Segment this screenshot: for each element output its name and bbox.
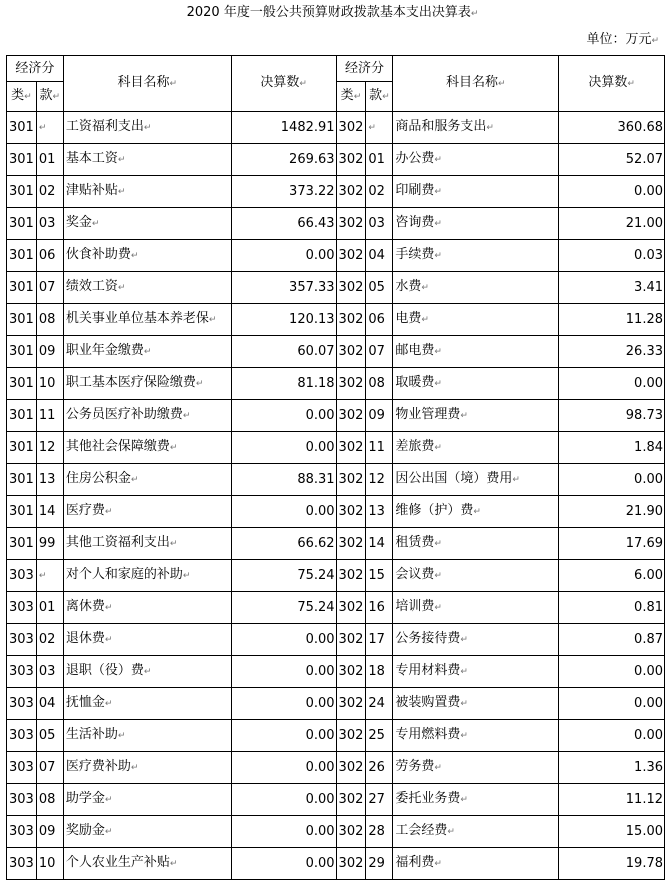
item-name-cell: 退休费↵	[63, 624, 231, 656]
amount-cell: 0.00	[231, 496, 336, 528]
amount-cell: 0.00	[231, 752, 336, 784]
item-name-cell: 抚恤金↵	[63, 688, 231, 720]
paragraph-mark-icon: ↵	[143, 347, 152, 357]
amount-cell: 66.62	[231, 528, 336, 560]
item-name-cell: 机关事业单位基本养老保↵	[63, 304, 231, 336]
amount-cell: 360.68	[559, 112, 665, 144]
kuan-cell: 14	[366, 528, 393, 560]
item-name-cell: 医疗费补助↵	[63, 752, 231, 784]
paragraph-mark-icon: ↵	[169, 539, 178, 549]
lei-cell: 303	[7, 848, 37, 880]
item-name-cell: 工会经费↵	[393, 816, 559, 848]
item-name-cell: 委托业务费↵	[393, 784, 559, 816]
paragraph-mark-icon: ↵	[460, 699, 468, 709]
item-name-cell: 个人农业生产补贴↵	[63, 848, 231, 880]
lei-cell: 303	[7, 816, 37, 848]
amount-cell: 0.00	[559, 720, 665, 752]
paragraph-mark-icon: ↵	[470, 9, 479, 19]
lei-cell: 301	[7, 272, 37, 304]
kuan-cell: 10	[36, 848, 63, 880]
table-row	[7, 336, 665, 368]
amount-cell: 0.00	[231, 432, 336, 464]
table-row	[7, 304, 665, 336]
table-row	[7, 752, 665, 784]
kuan-cell: 25	[366, 720, 393, 752]
kuan-cell: 07	[36, 752, 63, 784]
paragraph-mark-icon: ↵	[195, 379, 204, 389]
paragraph-mark-icon: ↵	[91, 219, 100, 229]
paragraph-mark-icon: ↵	[182, 571, 191, 581]
item-name-cell: 物业管理费↵	[393, 400, 559, 432]
paragraph-mark-icon: ↵	[421, 283, 429, 293]
item-name-cell: 培训费↵	[393, 592, 559, 624]
item-name-cell: 津贴补贴↵	[63, 176, 231, 208]
paragraph-mark-icon: ↵	[434, 859, 442, 869]
kuan-cell: 04	[366, 240, 393, 272]
kuan-cell: 02	[36, 624, 63, 656]
lei-cell: 302	[336, 720, 366, 752]
amount-cell: 0.00	[231, 688, 336, 720]
kuan-cell: 14	[36, 496, 63, 528]
amount-cell: 1.36	[559, 752, 665, 784]
paragraph-mark-icon: ↵	[434, 539, 442, 549]
lei-cell: 301	[7, 496, 37, 528]
paragraph-mark-icon: ↵	[130, 475, 139, 485]
kuan-cell: 18	[366, 656, 393, 688]
kuan-cell: 01	[366, 144, 393, 176]
amount-cell: 0.00	[231, 400, 336, 432]
item-name-header: 科目名称↵	[63, 56, 231, 112]
table-row	[7, 496, 665, 528]
item-name-cell: 公务员医疗补助缴费↵	[63, 400, 231, 432]
item-name-cell: 基本工资↵	[63, 144, 231, 176]
kuan-header: 款↵	[36, 82, 63, 112]
paragraph-mark-icon: ↵	[460, 635, 468, 645]
item-name-cell: 租赁费↵	[393, 528, 559, 560]
item-name-cell: 职工基本医疗保险缴费↵	[63, 368, 231, 400]
kuan-cell: 02	[366, 176, 393, 208]
table-row	[7, 784, 665, 816]
amount-cell: 19.78	[559, 848, 665, 880]
amount-cell: 0.00	[231, 656, 336, 688]
lei-cell: 303	[7, 688, 37, 720]
amount-cell: 52.07	[559, 144, 665, 176]
item-name-cell: 维修（护）费↵	[393, 496, 559, 528]
table-row	[7, 240, 665, 272]
table-row	[7, 176, 665, 208]
lei-cell: 303	[7, 784, 37, 816]
paragraph-mark-icon: ↵	[434, 603, 442, 613]
amount-cell: 21.90	[559, 496, 665, 528]
table-row	[7, 624, 665, 656]
item-name-cell: 印刷费↵	[393, 176, 559, 208]
item-name-cell: 专用材料费↵	[393, 656, 559, 688]
table-row	[7, 400, 665, 432]
item-name-cell: 商品和服务支出↵	[393, 112, 559, 144]
amount-cell: 17.69	[559, 528, 665, 560]
kuan-cell: 06	[36, 240, 63, 272]
paragraph-mark-icon: ↵	[104, 827, 113, 837]
lei-cell: 302	[336, 592, 366, 624]
kuan-cell: 11	[366, 432, 393, 464]
amount-header: 决算数↵	[559, 56, 665, 112]
item-name-cell: 离休费↵	[63, 592, 231, 624]
item-name-cell: 生活补助↵	[63, 720, 231, 752]
amount-cell: 1.84	[559, 432, 665, 464]
item-name-cell: 邮电费↵	[393, 336, 559, 368]
kuan-cell: 15	[366, 560, 393, 592]
lei-cell: 302	[336, 432, 366, 464]
amount-cell: 81.18	[231, 368, 336, 400]
item-name-cell: 工资福利支出↵	[63, 112, 231, 144]
amount-cell: 60.07	[231, 336, 336, 368]
lei-cell: 303	[7, 720, 37, 752]
table-row	[7, 720, 665, 752]
paragraph-mark-icon: ↵	[104, 603, 113, 613]
lei-cell: 301	[7, 304, 37, 336]
amount-cell: 0.00	[559, 464, 665, 496]
lei-cell: 301	[7, 464, 37, 496]
amount-cell: 0.00	[559, 176, 665, 208]
item-name-cell: 其他工资福利支出↵	[63, 528, 231, 560]
kuan-cell: 26	[366, 752, 393, 784]
table-row	[7, 144, 665, 176]
amount-cell: 0.03	[559, 240, 665, 272]
kuan-cell: 27	[366, 784, 393, 816]
amount-cell: 11.12	[559, 784, 665, 816]
amount-cell: 98.73	[559, 400, 665, 432]
expenditure-table	[6, 55, 665, 880]
amount-cell: 0.00	[231, 848, 336, 880]
amount-cell: 1482.91	[231, 112, 336, 144]
item-name-cell: 伙食补助费↵	[63, 240, 231, 272]
kuan-cell: 05	[366, 272, 393, 304]
amount-cell: 0.00	[231, 240, 336, 272]
table-row	[7, 272, 665, 304]
paragraph-mark-icon: ↵	[434, 155, 442, 165]
header-row	[7, 56, 665, 82]
amount-cell: 0.00	[231, 624, 336, 656]
kuan-cell: 12	[366, 464, 393, 496]
lei-cell: 302	[336, 208, 366, 240]
amount-cell: 88.31	[231, 464, 336, 496]
paragraph-mark-icon: ↵	[104, 699, 113, 709]
kuan-cell: 09	[366, 400, 393, 432]
amount-cell: 269.63	[231, 144, 336, 176]
paragraph-mark-icon: ↵	[130, 251, 139, 261]
table-row	[7, 848, 665, 880]
lei-cell: 302	[336, 368, 366, 400]
paragraph-mark-icon: ↵	[434, 571, 442, 581]
amount-cell: 0.00	[559, 368, 665, 400]
amount-cell: 21.00	[559, 208, 665, 240]
kuan-cell: 01	[36, 592, 63, 624]
lei-cell: 303	[7, 656, 37, 688]
kuan-cell: 03	[36, 656, 63, 688]
paragraph-mark-icon: ↵	[447, 827, 455, 837]
kuan-cell	[366, 112, 393, 144]
paragraph-mark-icon: ↵	[434, 379, 442, 389]
lei-cell: 301	[7, 112, 37, 144]
amount-cell: 6.00	[559, 560, 665, 592]
lei-cell: 302	[336, 688, 366, 720]
lei-cell: 302	[336, 240, 366, 272]
lei-cell: 301	[7, 368, 37, 400]
kuan-cell: 13	[36, 464, 63, 496]
amount-cell: 15.00	[559, 816, 665, 848]
item-name-cell: 因公出国（境）费用↵	[393, 464, 559, 496]
kuan-cell: 03	[36, 208, 63, 240]
amount-cell: 0.00	[231, 720, 336, 752]
item-name-cell: 奖金↵	[63, 208, 231, 240]
kuan-cell	[36, 560, 63, 592]
table-row	[7, 560, 665, 592]
kuan-cell: 10	[36, 368, 63, 400]
kuan-header: 款↵	[366, 82, 393, 112]
item-name-cell: 其他社会保障缴费↵	[63, 432, 231, 464]
paragraph-mark-icon: ↵	[169, 443, 178, 453]
lei-cell: 302	[336, 112, 366, 144]
paragraph-mark-icon: ↵	[434, 187, 442, 197]
lei-cell: 301	[7, 400, 37, 432]
item-name-cell: 对个人和家庭的补助↵	[63, 560, 231, 592]
item-name-cell: 福利费↵	[393, 848, 559, 880]
table-row	[7, 688, 665, 720]
paragraph-mark-icon: ↵	[182, 411, 191, 421]
unit-label: 单位：万元↵	[586, 32, 659, 47]
kuan-cell: 99	[36, 528, 63, 560]
kuan-cell: 07	[366, 336, 393, 368]
lei-cell: 303	[7, 560, 37, 592]
table-row	[7, 464, 665, 496]
paragraph-mark-icon: ↵	[434, 347, 442, 357]
paragraph-mark-icon: ↵	[38, 123, 47, 133]
paragraph-mark-icon: ↵	[143, 123, 152, 133]
lei-header: 类↵	[7, 82, 37, 112]
kuan-cell: 08	[36, 784, 63, 816]
amount-cell: 0.87	[559, 624, 665, 656]
lei-cell: 301	[7, 528, 37, 560]
kuan-cell: 01	[36, 144, 63, 176]
item-name-cell: 咨询费↵	[393, 208, 559, 240]
item-name-cell: 绩效工资↵	[63, 272, 231, 304]
kuan-cell: 09	[36, 816, 63, 848]
amount-cell: 0.00	[231, 816, 336, 848]
item-name-cell: 劳务费↵	[393, 752, 559, 784]
table-row	[7, 528, 665, 560]
item-name-cell: 住房公积金↵	[63, 464, 231, 496]
item-name-cell: 公务接待费↵	[393, 624, 559, 656]
amount-cell: 11.28	[559, 304, 665, 336]
amount-cell: 75.24	[231, 560, 336, 592]
amount-cell: 120.13	[231, 304, 336, 336]
table-row	[7, 432, 665, 464]
lei-cell: 302	[336, 752, 366, 784]
paragraph-mark-icon: ↵	[434, 219, 442, 229]
paragraph-mark-icon: ↵	[169, 859, 178, 869]
paragraph-mark-icon: ↵	[512, 475, 520, 485]
page-title: 2020 年度一般公共预算财政拨款基本支出决算表↵	[186, 5, 479, 20]
kuan-cell	[36, 112, 63, 144]
paragraph-mark-icon: ↵	[460, 731, 468, 741]
lei-cell: 302	[336, 816, 366, 848]
kuan-cell: 28	[366, 816, 393, 848]
lei-cell: 302	[336, 464, 366, 496]
lei-cell: 302	[336, 144, 366, 176]
lei-cell: 302	[336, 656, 366, 688]
paragraph-mark-icon: ↵	[368, 123, 376, 133]
lei-cell: 302	[336, 496, 366, 528]
lei-cell: 301	[7, 336, 37, 368]
kuan-cell: 08	[36, 304, 63, 336]
paragraph-mark-icon: ↵	[434, 443, 442, 453]
item-name-cell: 取暖费↵	[393, 368, 559, 400]
amount-cell: 0.81	[559, 592, 665, 624]
paragraph-mark-icon: ↵	[38, 571, 47, 581]
table-row	[7, 816, 665, 848]
kuan-cell: 17	[366, 624, 393, 656]
paragraph-mark-icon: ↵	[117, 731, 126, 741]
lei-cell: 302	[336, 336, 366, 368]
kuan-cell: 08	[366, 368, 393, 400]
table-row	[7, 592, 665, 624]
amount-cell: 373.22	[231, 176, 336, 208]
item-name-cell: 被装购置费↵	[393, 688, 559, 720]
amount-cell: 3.41	[559, 272, 665, 304]
kuan-cell: 07	[36, 272, 63, 304]
paragraph-mark-icon: ↵	[651, 36, 659, 46]
amount-cell: 0.00	[559, 656, 665, 688]
paragraph-mark-icon: ↵	[117, 283, 126, 293]
lei-cell: 302	[336, 624, 366, 656]
paragraph-mark-icon: ↵	[434, 251, 442, 261]
kuan-cell: 03	[366, 208, 393, 240]
econ-class-header: 经济分	[336, 56, 393, 82]
lei-cell: 302	[336, 272, 366, 304]
amount-cell: 26.33	[559, 336, 665, 368]
lei-cell: 301	[7, 432, 37, 464]
amount-cell: 357.33	[231, 272, 336, 304]
paragraph-mark-icon: ↵	[130, 763, 139, 773]
lei-cell: 301	[7, 208, 37, 240]
item-name-cell: 专用燃料费↵	[393, 720, 559, 752]
item-name-cell: 退职（役）费↵	[63, 656, 231, 688]
kuan-cell: 13	[366, 496, 393, 528]
item-name-cell: 助学金↵	[63, 784, 231, 816]
kuan-cell: 24	[366, 688, 393, 720]
amount-cell: 0.00	[231, 784, 336, 816]
paragraph-mark-icon: ↵	[486, 123, 494, 133]
item-name-cell: 电费↵	[393, 304, 559, 336]
paragraph-mark-icon: ↵	[208, 315, 217, 325]
paragraph-mark-icon: ↵	[104, 507, 113, 517]
item-name-cell: 医疗费↵	[63, 496, 231, 528]
item-name-cell: 办公费↵	[393, 144, 559, 176]
kuan-cell: 29	[366, 848, 393, 880]
item-name-cell: 手续费↵	[393, 240, 559, 272]
paragraph-mark-icon: ↵	[460, 411, 468, 421]
paragraph-mark-icon: ↵	[460, 667, 468, 677]
paragraph-mark-icon: ↵	[117, 155, 126, 165]
amount-cell: 75.24	[231, 592, 336, 624]
item-name-cell: 水费↵	[393, 272, 559, 304]
lei-cell: 302	[336, 560, 366, 592]
table-row	[7, 368, 665, 400]
kuan-cell: 16	[366, 592, 393, 624]
kuan-cell: 09	[36, 336, 63, 368]
kuan-cell: 06	[366, 304, 393, 336]
paragraph-mark-icon: ↵	[143, 667, 152, 677]
lei-cell: 301	[7, 176, 37, 208]
item-name-cell: 差旅费↵	[393, 432, 559, 464]
table-row	[7, 656, 665, 688]
amount-cell: 0.00	[559, 688, 665, 720]
lei-header: 类↵	[336, 82, 366, 112]
item-name-cell: 会议费↵	[393, 560, 559, 592]
paragraph-mark-icon: ↵	[104, 795, 113, 805]
lei-cell: 303	[7, 592, 37, 624]
amount-header: 决算数↵	[231, 56, 336, 112]
paragraph-mark-icon: ↵	[434, 763, 442, 773]
amount-cell: 66.43	[231, 208, 336, 240]
table-row	[7, 208, 665, 240]
kuan-cell: 02	[36, 176, 63, 208]
lei-cell: 302	[336, 528, 366, 560]
item-name-header: 科目名称↵	[393, 56, 559, 112]
table-row	[7, 112, 665, 144]
paragraph-mark-icon: ↵	[473, 507, 481, 517]
item-name-cell: 职业年金缴费↵	[63, 336, 231, 368]
lei-cell: 303	[7, 752, 37, 784]
lei-cell: 302	[336, 176, 366, 208]
paragraph-mark-icon: ↵	[460, 795, 468, 805]
lei-cell: 302	[336, 304, 366, 336]
kuan-cell: 04	[36, 688, 63, 720]
paragraph-mark-icon: ↵	[421, 315, 429, 325]
lei-cell: 301	[7, 144, 37, 176]
econ-class-header: 经济分	[7, 56, 64, 82]
item-name-cell: 奖励金↵	[63, 816, 231, 848]
kuan-cell: 11	[36, 400, 63, 432]
kuan-cell: 12	[36, 432, 63, 464]
kuan-cell: 05	[36, 720, 63, 752]
lei-cell: 301	[7, 240, 37, 272]
lei-cell: 302	[336, 400, 366, 432]
paragraph-mark-icon: ↵	[104, 635, 113, 645]
lei-cell: 302	[336, 848, 366, 880]
lei-cell: 303	[7, 624, 37, 656]
lei-cell: 302	[336, 784, 366, 816]
paragraph-mark-icon: ↵	[117, 187, 126, 197]
